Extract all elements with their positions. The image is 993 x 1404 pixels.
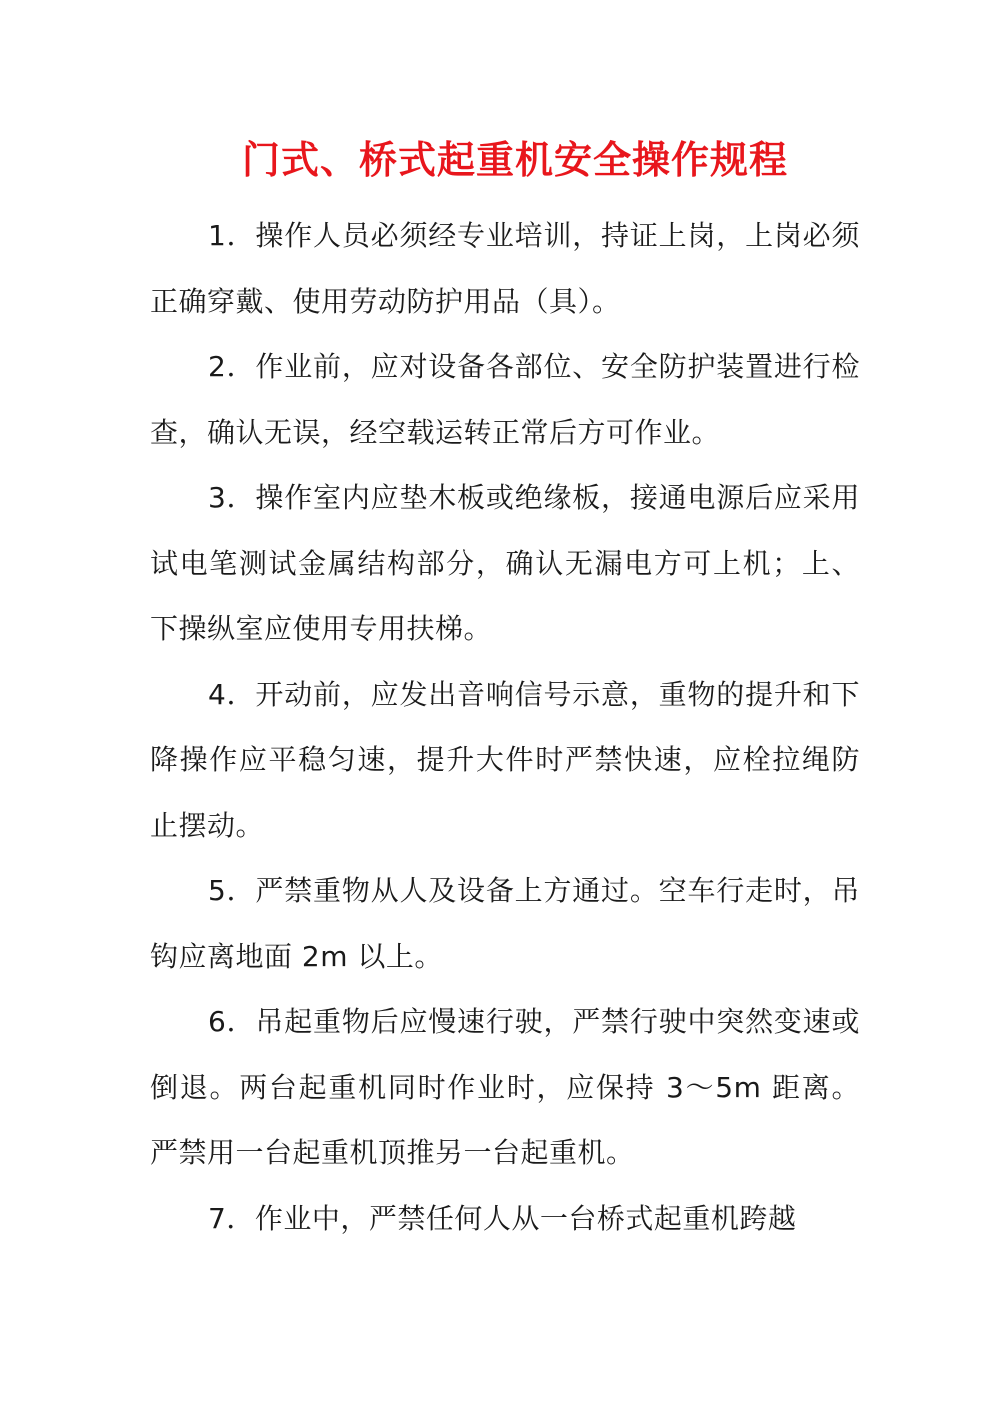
paragraph-3: 3．操作室内应垫木板或绝缘板，接通电源后应采用试电笔测试金属结构部分，确认无漏电方可上机；上、下操纵室应使用专用扶梯。 <box>150 481 860 645</box>
paragraph-5: 5．严禁重物从人及设备上方通过。空车行走时，吊钩应离地面 2m 以上。 <box>150 874 860 973</box>
paragraph-7: 7．作业中，严禁任何人从一台桥式起重机跨越 <box>208 1201 797 1235</box>
document-title: 门式、桥式起重机安全操作规程 <box>241 138 788 182</box>
paragraph-2: 2．作业前，应对设备各部位、安全防护装置进行检查，确认无误，经空载运转正常后方可作业。 <box>150 350 860 449</box>
document-body <box>150 203 860 1251</box>
paragraph-4: 4．开动前，应发出音响信号示意，重物的提升和下降操作应平稳匀速，提升大件时严禁快速，应栓拉绳防止摆动。 <box>150 677 860 842</box>
paragraph-1: 1．操作人员必须经专业培训，持证上岗，上岗必须正确穿戴、使用劳动防护用品（具）。 <box>150 219 860 318</box>
paragraph-6: 6．吊起重物后应慢速行驶，严禁行驶中突然变速或倒退。两台起重机同时作业时，应保持 3～5m 距离。严禁用一台起重机顶推另一台起重机。 <box>150 1005 860 1169</box>
